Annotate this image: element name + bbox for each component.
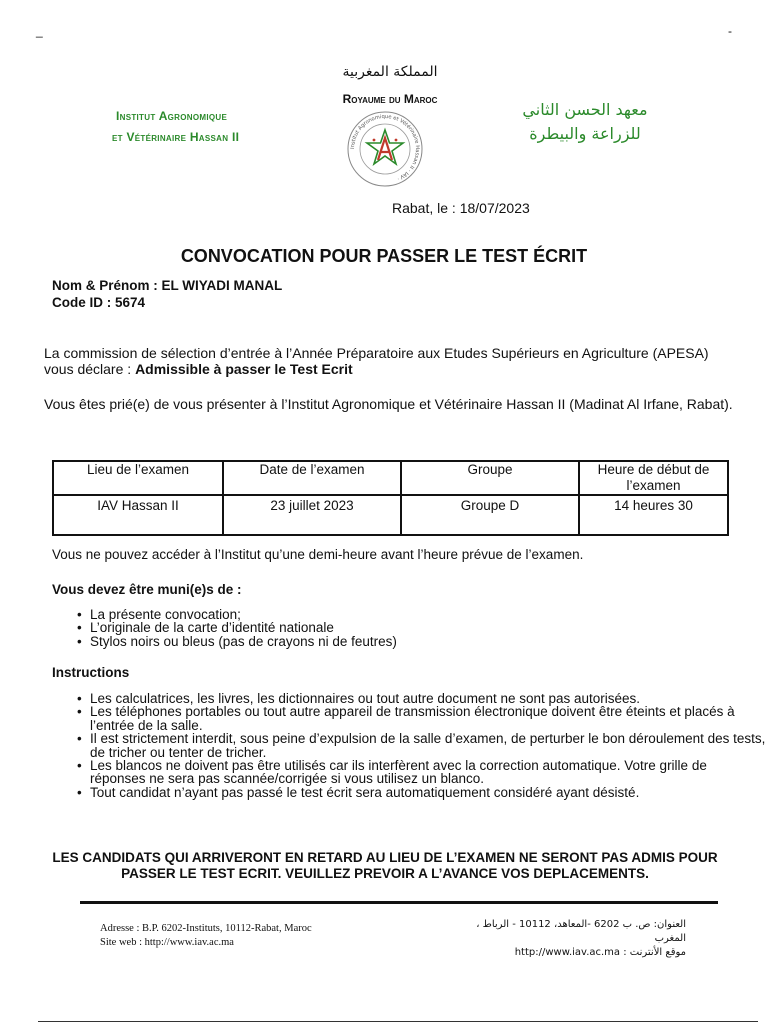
list-item: • La présente convocation; [90,608,766,621]
footer-address-fr: Adresse : B.P. 6202-Instituts, 10112-Rabat, Maroc [100,923,312,934]
candidate-code-line [52,294,282,311]
document-title: CONVOCATION POUR PASSER LE TEST ÉCRIT [180,246,588,266]
candidate-name-line [52,277,282,294]
footer-divider [80,901,718,904]
table-header-cell: Lieu de l’examen [53,461,223,495]
candidate-code: 5674 [115,295,146,310]
exam-details-table [52,460,729,536]
table-header-cell: Date de l’examen [223,461,401,495]
exam-group-cell: Groupe D [401,495,579,535]
list-item: • L’originale de la carte d’identité nationale [90,621,766,634]
footer-address-ar: العنوان: ص. ب 6202 -المعاهد، 10112 - الرباط ، المغرب [476,919,686,944]
candidate-identity [52,277,282,311]
institute-name-ar [510,98,660,146]
footer-contact-ar [444,918,686,960]
presentation-paragraph: Vous êtes prié(e) de vous présenter à l’Institut Agronomique et Vétérinaire Hassan II (Madinat Al Irfane, Rabat). [44,396,733,412]
access-note: Vous ne pouvez accéder à l’Institut qu’une demi-heure avant l’heure prévue de l’examen. [52,547,584,562]
exam-time-cell: 14 heures 30 [579,495,728,535]
instructions-heading: Instructions [52,665,130,680]
items-list [52,608,766,648]
list-item: • Les blancos ne doivent pas être utilisés car ils interfèrent avec la correction automatique. Votre grille de réponses ne sera pas scannée/corrigée si vous utilisez un blanco. [90,759,766,786]
exam-date-cell: 23 juillet 2023 [223,495,401,535]
list-item: • Il est strictement interdit, sous peine d’expulsion de la salle d’examen, de perturber le bon déroulement des tests, de tricher ou tenter de tricher. [90,732,766,759]
list-item: • Stylos noirs ou bleus (pas de crayons ni de feutres) [90,635,766,648]
footer-contact-fr [100,922,312,950]
institute-seal-logo [346,110,424,188]
corner-mark-right: - [728,24,732,38]
table-header-cell: Heure de début de l’examen [579,461,728,495]
table-header-row [53,461,728,495]
candidate-name: EL WIYADI MANAL [161,278,283,293]
kingdom-name-ar: المملكة المغربية [342,64,438,80]
institute-name-fr-line2: et Vétérinaire Hassan II [112,130,240,144]
items-heading: Vous devez être muni(e)s de : [52,582,242,597]
institute-name-fr-line1: Institut Agronomique [116,109,228,123]
date-line: Rabat, le : 18/07/2023 [392,200,530,216]
exam-location-cell: IAV Hassan II [53,495,223,535]
admission-paragraph [44,345,734,377]
institute-name-ar-line1: معهد الحسن الثاني [522,100,648,119]
institute-name-fr [112,106,239,148]
late-arrival-warning: LES CANDIDATS QUI ARRIVERONT EN RETARD AU LIEU DE L’EXAMEN NE SERONT PAS ADMIS POUR PASSER LE TEST ECRIT. VEUILLEZ PREVOIR A L’AVANCE VOS DEPLACEMENTS. [52,850,718,881]
list-item: • Les calculatrices, les livres, les dictionnaires ou tout autre document ne sont pas autorisées. [90,692,766,705]
table-header-cell: Groupe [401,461,579,495]
page-bottom-line [38,1021,758,1022]
list-item: • Les téléphones portables ou tout autre appareil de transmission électronique doivent être éteints et placés à l’entrée de la salle. [90,705,766,732]
name-label: Nom & Prénom : [52,278,158,293]
instructions-list [52,692,766,799]
institute-name-ar-line2: للزراعة والبيطرة [529,124,641,143]
kingdom-name-fr: Royaume du Maroc [342,92,438,106]
corner-mark-left: _ [36,24,43,38]
code-label: Code ID : [52,295,112,310]
seal-text: Institut Agronomique et Vétérinaire Hassan II · IAV · [349,113,421,182]
list-item: • Tout candidat n’ayant pas passé le test écrit sera automatiquement considéré ayant désisté. [90,786,766,799]
footer-site-ar: موقع الأنترنت : http://www.iav.ac.ma [514,947,686,958]
table-row [53,495,728,535]
admission-status: Admissible à passer le Test Ecrit [135,361,353,377]
admission-text: La commission de sélection d’entrée à l’Année Préparatoire aux Etudes Supérieurs en Agriculture (APESA) vous déclare : [44,345,709,377]
footer-site-fr: Site web : http://www.iav.ac.ma [100,937,234,948]
